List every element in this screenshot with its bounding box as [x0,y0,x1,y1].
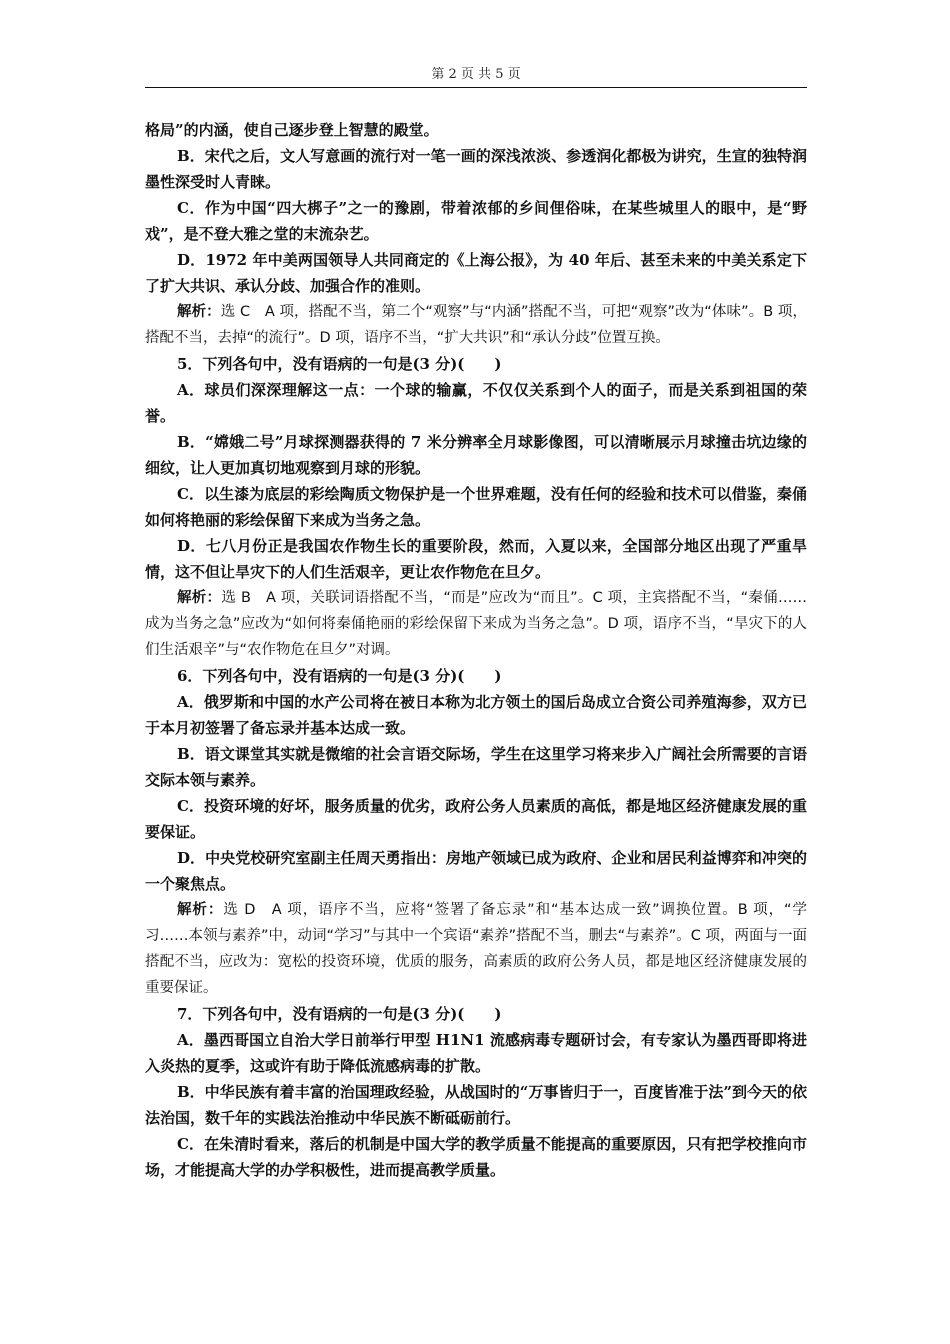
analysis-text: 选 B A 项，关联词语搭配不当，“而是”应改为“而且”。C 项，主宾搭配不当，“秦俑……成为当务之急”应改为“如何将秦俑艳丽的彩绘保留下来成为当务之急”。D 项，语序不当，“旱灾下的人们生活艰辛”与“农作物危在旦夕”对调。 [145,590,807,658]
header-divider [145,87,807,88]
option-d-q4: D．1972 年中美两国领导人共同商定的《上海公报》，为 40 年后、甚至未来的中美关系定下了扩大共识、承认分歧、加强合作的准则。 [145,251,807,295]
paragraph-continuation: 格局”的内涵，使自己逐步登上智慧的殿堂。 [145,121,439,139]
question-5: 5．下列各句中，没有语病的一句是(3 分)( ) [177,355,502,373]
option-a-q7: A．墨西哥国立自治大学日前举行甲型 H1N1 流感病毒专题研讨会，有专家认为墨西哥即将进入炎热的夏季，这或许有助于降低流感病毒的扩散。 [145,1031,807,1075]
analysis-label: 解析： [177,590,222,606]
option-d-q5: D．七八月份正是我国农作物生长的重要阶段，然而，入夏以来，全国部分地区出现了严重旱情，这不但让旱灾下的人们生活艰辛，更让农作物危在旦夕。 [145,537,807,581]
option-b-q4: B．宋代之后，文人写意画的流行对一笔一画的深浅浓淡、参透润化都极为讲究，生宣的独特润墨性深受时人青睐。 [145,147,807,191]
analysis-label: 解析： [177,304,221,320]
analysis-text: 选 C A 项，搭配不当，第二个“观察”与“内涵”搭配不当，可把“观察”改为“体味”。B 项，搭配不当，去掉“的流行”。D 项，语序不当，“扩大共识”和“承认分歧”位置互换。 [145,304,807,346]
analysis-text: 选 D A 项，语序不当，应将“签署了备忘录”和“基本达成一致”调换位置。B 项，“学习……本领与素养”中，动词“学习”与其中一个宾语“素养”搭配不当，删去“与素养”。C 项，两面与一面搭配不当，应改为：宽松的投资环境，优质的服务，高素质的政府公务人员，都是地区经济健康发展的重要保证。 [145,902,807,996]
analysis-label: 解析： [177,902,224,918]
option-b-q5: B．“嫦娥二号”月球探测器获得的 7 米分辨率全月球影像图，可以清晰展示月球撞击坑边缘的细纹，让人更加真切地观察到月球的形貌。 [145,433,807,477]
option-c-q6: C．投资环境的好坏，服务质量的优劣，政府公务人员素质的高低，都是地区经济健康发展的重要保证。 [145,797,807,841]
option-b-q6: B．语文课堂其实就是微缩的社会言语交际场，学生在这里学习将来步入广阔社会所需要的言语交际本领与素养。 [145,745,807,789]
option-b-q7: B．中华民族有着丰富的治国理政经验，从战国时的“万事皆归于一，百度皆准于法”到今天的依法治国，数千年的实践法治推动中华民族不断砥砺前行。 [145,1083,807,1127]
option-c-q7: C．在朱清时看来，落后的机制是中国大学的教学质量不能提高的重要原因，只有把学校推向市场，才能提高大学的办学积极性，进而提高教学质量。 [145,1135,807,1179]
question-6: 6．下列各句中，没有语病的一句是(3 分)( ) [177,667,502,685]
option-d-q6: D．中央党校研究室副主任周天勇指出：房地产领域已成为政府、企业和居民利益博弈和冲突的一个聚焦点。 [145,849,807,893]
page-number-label: 第 2 页 共 5 页 [431,67,521,82]
analysis-q4 [145,299,807,351]
option-c-q4: C．作为中国“四大梆子”之一的豫剧，带着浓郁的乡间俚俗味，在某些城里人的眼中，是“野戏”，是不登大雅之堂的末流杂艺。 [145,199,807,243]
page-header [145,64,807,86]
option-c-q5: C．以生漆为底层的彩绘陶质文物保护是一个世界难题，没有任何的经验和技术可以借鉴，秦俑如何将艳丽的彩绘保留下来成为当务之急。 [145,485,807,529]
option-a-q6: A．俄罗斯和中国的水产公司将在被日本称为北方领土的国后岛成立合资公司养殖海参，双方已于本月初签署了备忘录并基本达成一致。 [145,693,807,737]
option-a-q5: A．球员们深深理解这一点：一个球的输赢，不仅仅关系到个人的面子，而是关系到祖国的荣誉。 [145,381,807,425]
analysis-q6 [145,897,807,1001]
analysis-q5 [145,585,807,663]
document-body [145,117,807,1183]
question-7: 7．下列各句中，没有语病的一句是(3 分)( ) [177,1005,502,1023]
